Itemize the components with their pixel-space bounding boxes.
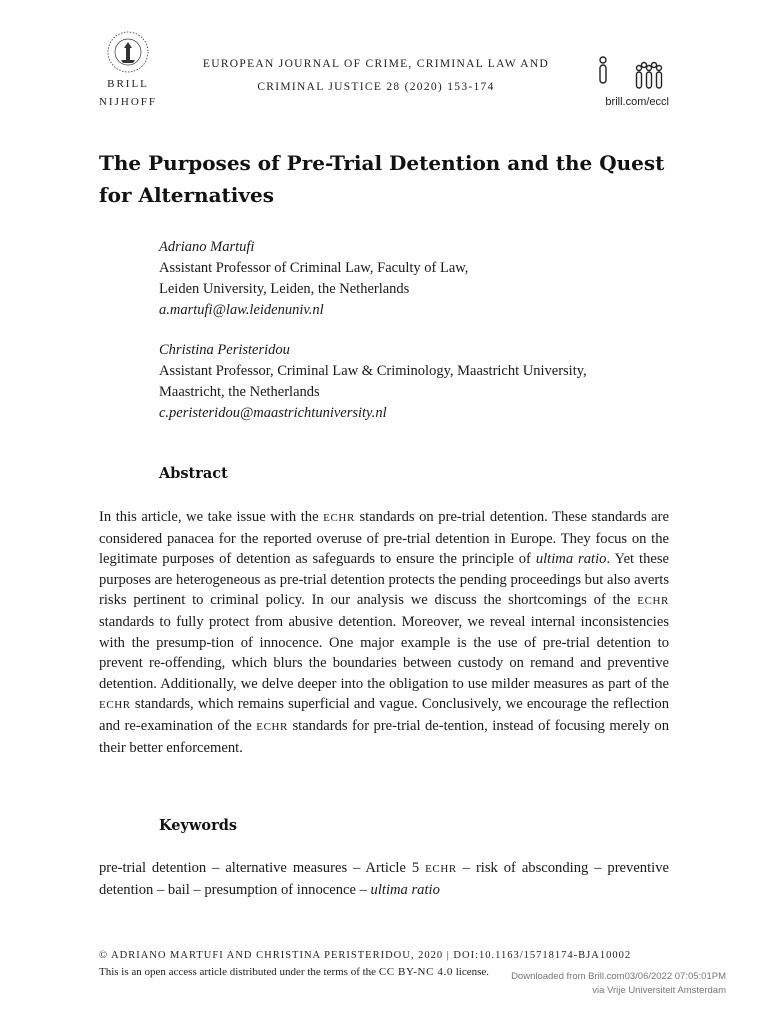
abstract-heading: Abstract (159, 465, 228, 482)
author-affiliation: Assistant Professor, Criminal Law & Criminology, Maastricht University, (159, 363, 587, 379)
author-affiliation: Leiden University, Leiden, the Netherlands (159, 281, 410, 297)
abstract-text (99, 507, 669, 758)
journal-website-link[interactable]: brill.com/eccl (605, 96, 669, 108)
author-name: Adriano Martufi (159, 239, 255, 255)
brill-seal-icon (106, 30, 150, 74)
author-email-link[interactable]: a.martufi@law.leidenuniv.nl (159, 302, 324, 318)
author-email-link[interactable]: c.peristeridou@maastrichtuniversity.nl (159, 405, 387, 421)
publisher-name-brill: BRILL (107, 78, 149, 90)
echr-abbrev: ECHR (323, 512, 355, 524)
echr-abbrev: ECHR (99, 699, 131, 712)
abstract-segment: . Yet these purposes are heterogeneous as pre-trial detention protects the pending proceedings but also averts risks pertinent to criminal policy. In our analysis we discuss the shortcomings of the (99, 551, 670, 609)
license-cc-link[interactable]: CC BY-NC 4.0 (378, 966, 453, 978)
license-notice (99, 966, 489, 978)
watermark-institution-line: via Vrije Universiteit Amsterdam (592, 985, 726, 996)
publisher-name-nijhoff: NIJHOFF (98, 96, 157, 108)
author-affiliation: Maastricht, the Netherlands (159, 384, 320, 400)
echr-abbrev: ECHR (256, 720, 288, 733)
keywords-heading: Keywords (159, 817, 238, 834)
open-access-people-icon (597, 56, 669, 92)
echr-abbrev: ECHR (637, 595, 669, 608)
keywords-segment: – risk of absconding – preventive detention – bail – presumption of innocence – (99, 860, 669, 898)
journal-volume: CRIMINAL JUSTICE 28 (2020) 153-174 (257, 81, 495, 93)
article-title: The Purposes of Pre-Trial Detention and the Quest for Alternatives (99, 151, 665, 207)
publisher-logo (92, 30, 164, 110)
author-affiliation: Assistant Professor of Criminal Law, Faculty of Law, (159, 260, 469, 276)
keywords-emphasis: ultima ratio (370, 881, 440, 898)
watermark-download-line: Downloaded from Brill.com03/06/2022 07:05:01PM (511, 971, 726, 982)
keywords-segment: pre-trial detention – alternative measures – Article 5 (99, 860, 426, 876)
abstract-emphasis: ultima ratio (535, 551, 607, 568)
copyright-notice: © ADRIANO MARTUFI AND CHRISTINA PERISTERIDOU, 2020 | DOI:10.1163/15718174-BJA10002 (99, 950, 632, 961)
abstract-segment: standards on pre-trial detention. These standards are considered panacea for the reported overuse of pre-trial detention in Europe. They focus on the legitimate purposes of detention as safeguards to ensure the principle of (99, 509, 670, 568)
author-name: Christina Peristeridou (159, 342, 290, 358)
license-text: This is an open access article distributed under the terms of the (99, 966, 379, 978)
abstract-segment: standards for pre-trial de-tention, instead of focusing merely on their better enforcement. (99, 717, 669, 756)
author-block (159, 237, 679, 321)
abstract-segment: standards, which remains superficial and vague. Conclusively, we encourage the reflection and re-examination of the (99, 696, 669, 734)
license-text: license. (452, 966, 489, 978)
journal-name: EUROPEAN JOURNAL OF CRIME, CRIMINAL LAW AND (202, 58, 550, 70)
journal-header (180, 53, 572, 99)
download-watermark (486, 970, 726, 998)
echr-abbrev: ECHR (425, 863, 457, 875)
keywords-text (99, 858, 669, 900)
abstract-segment: standards to fully protect from abusive detention. Moreover, we reveal internal inconsistencies with the presump-tion of innocence. One major example is the use of pre-trial detention to prevent re-offending, which blurs the boundaries between custody on remand and preventive detention. Additionally, we delve deeper into the obligation to use milder measures as part of the (99, 613, 669, 692)
author-block (159, 340, 679, 424)
abstract-segment: In this article, we take issue with the (99, 509, 324, 525)
